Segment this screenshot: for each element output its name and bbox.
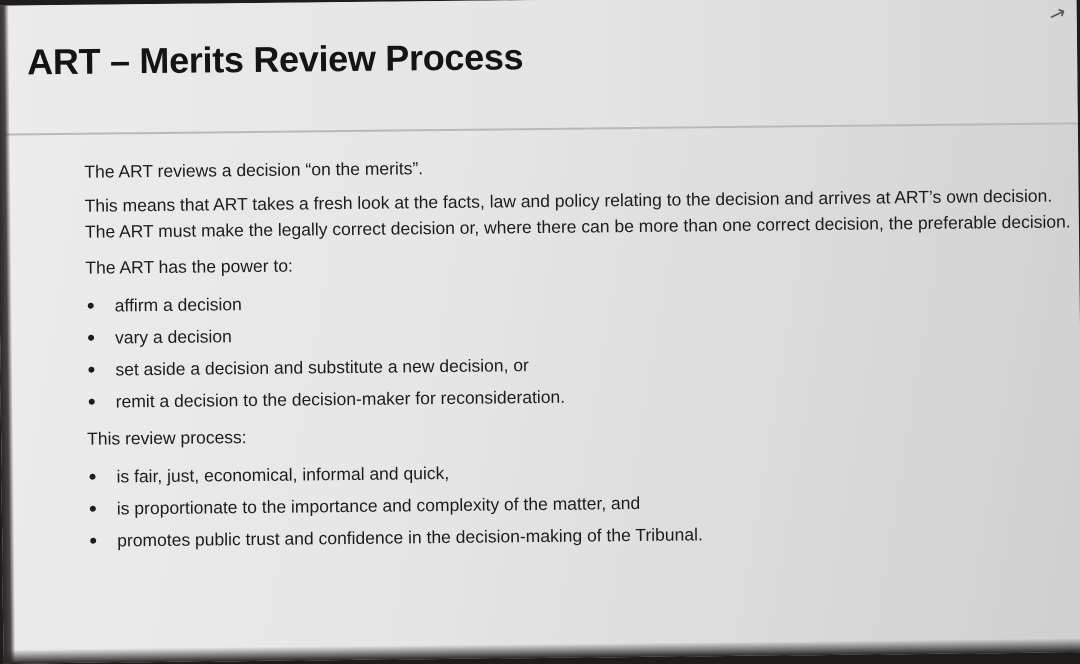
powers-list [86,279,1077,417]
bullet-icon [88,367,94,373]
screen-bottom-edge [3,638,1080,663]
list-item-text: affirm a decision [114,294,242,316]
title-bar [0,0,1078,136]
bullet-icon [90,506,96,512]
powers-heading: The ART has the power to: [85,255,293,278]
intro-text: The ART reviews a decision “on the merits”. [84,158,424,182]
bullet-icon [89,399,95,405]
slide-body [84,148,1078,564]
bullet-icon [89,474,95,480]
list-item-text: set aside a decision and substitute a new decision, or [115,355,529,380]
list-item-text: promotes public trust and confidence in the decision-making of the Tribunal. [117,524,703,551]
cursor-icon: ↗ [1045,1,1069,28]
process-heading: This review process: [87,427,247,449]
list-item-text: is fair, just, economical, informal and quick, [116,463,450,487]
bullet-icon [90,538,96,544]
list-item-text: is proportionate to the importance and complexity of the matter, and [116,493,641,519]
process-list [87,451,1078,557]
slide-title: ART – Merits Review Process [26,36,524,83]
list-item-text: vary a decision [114,326,232,348]
bullet-icon [88,303,94,309]
bullet-icon [88,335,94,341]
explanation-text: This means that ART takes a fresh look at the facts, law and policy relating to the decision and arrives at ART’s own decision. The ART must make the legally correct decision or, where there can be more than one correct decision, the preferable decision. [84,185,1071,242]
list-item-text: remit a decision to the decision-maker for reconsideration. [115,386,566,412]
